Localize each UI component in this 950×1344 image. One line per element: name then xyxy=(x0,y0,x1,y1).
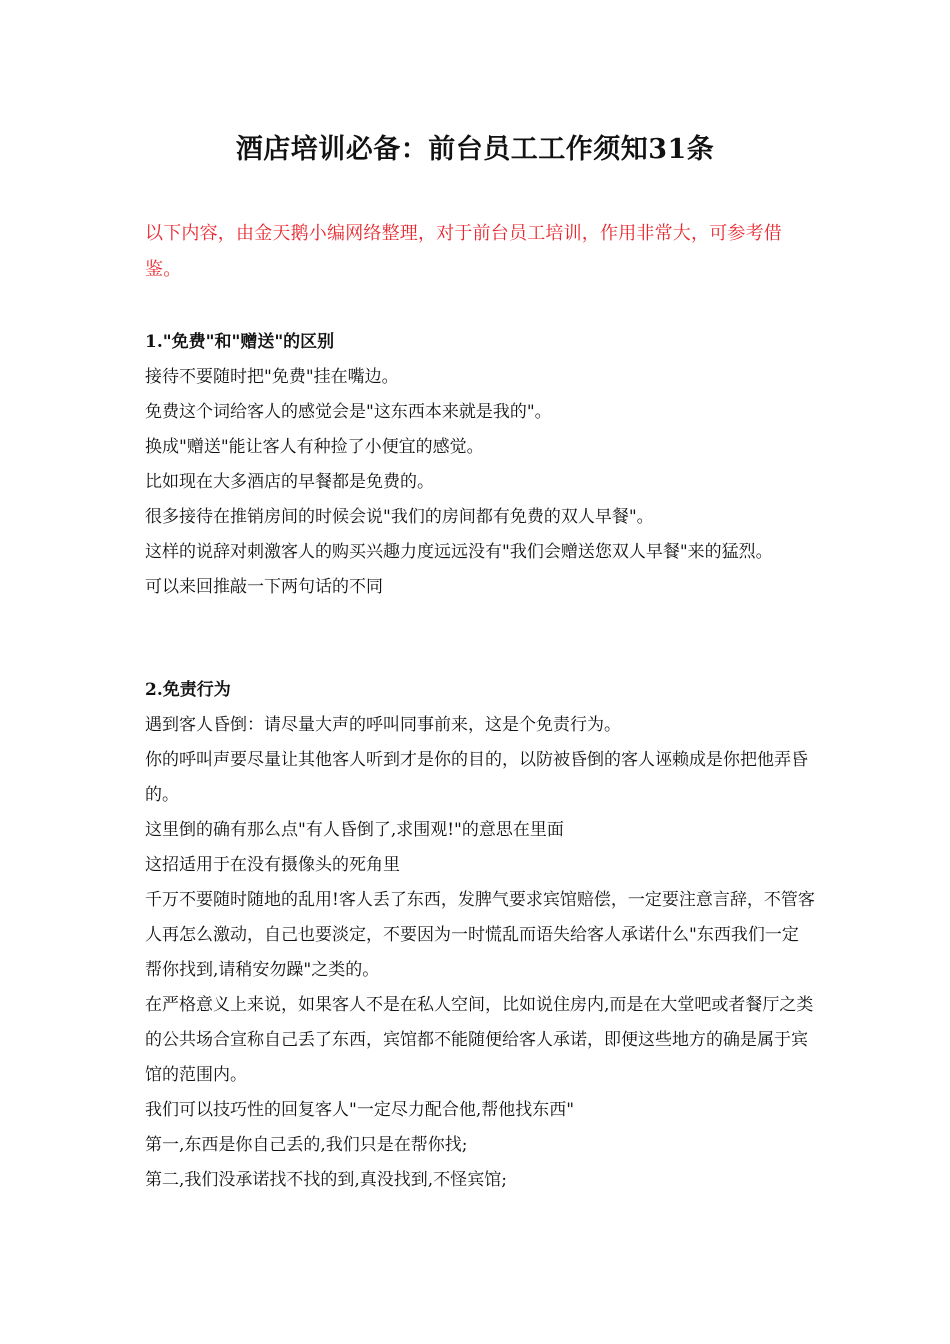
paragraph-line: 免费这个词给客人的感觉会是"这东西本来就是我的"。 xyxy=(145,402,552,422)
section-heading: 2.免责行为 xyxy=(145,680,231,700)
paragraph-line: 在严格意义上来说，如果客人不是在私人空间，比如说住房内,而是在大堂吧或者餐厅之类的公共场合宣称自己丢了东西，宾馆都不能随便给客人承诺，即便这些地方的确是属于宾馆的范围内。 xyxy=(145,995,814,1085)
paragraph-line: 可以来回推敲一下两句话的不同 xyxy=(145,577,383,597)
section-2 xyxy=(145,673,815,1198)
paragraph-line: 千万不要随时随地的乱用!客人丢了东西，发脾气要求宾馆赔偿，一定要注意言辞，不管客人再怎么激动，自己也要淡定，不要因为一时慌乱而语失给客人承诺什么"东西我们一定帮你找到,请稍安勿躁"之类的。 xyxy=(145,890,815,980)
paragraph-line: 这招适用于在没有摄像头的死角里 xyxy=(145,855,400,875)
intro-paragraph: 以下内容，由金天鹅小编网络整理，对于前台员工培训，作用非常大，可参考借鉴。 xyxy=(145,223,782,280)
paragraph-line: 比如现在大多酒店的早餐都是免费的。 xyxy=(145,472,434,492)
document-title: 酒店培训必备：前台员工工作须知31条 xyxy=(235,134,715,165)
paragraph-line: 你的呼叫声要尽量让其他客人听到才是你的目的，以防被昏倒的客人诬赖成是你把他弄昏的。 xyxy=(145,750,808,805)
paragraph-line: 我们可以技巧性的回复客人"一定尽力配合他,帮他找东西" xyxy=(145,1100,575,1120)
paragraph-line: 换成"赠送"能让客人有种捡了小便宜的感觉。 xyxy=(145,437,484,457)
paragraph-line: 第一,东西是你自己丢的,我们只是在帮你找; xyxy=(145,1135,468,1155)
paragraph-line: 很多接待在推销房间的时候会说"我们的房间都有免费的双人早餐"。 xyxy=(145,507,654,527)
paragraph-line: 第二,我们没承诺找不找的到,真没找到,不怪宾馆; xyxy=(145,1170,507,1190)
paragraph-line: 这里倒的确有那么点"有人昏倒了,求围观!"的意思在里面 xyxy=(145,820,564,840)
section-heading: 1."免费"和"赠送"的区别 xyxy=(145,332,335,352)
paragraph-line: 接待不要随时把"免费"挂在嘴边。 xyxy=(145,367,399,387)
section-1 xyxy=(145,325,815,605)
paragraph-line: 遇到客人昏倒：请尽量大声的呼叫同事前来，这是个免责行为。 xyxy=(145,715,621,735)
paragraph-line: 这样的说辞对刺激客人的购买兴趣力度远远没有"我们会赠送您双人早餐"来的猛烈。 xyxy=(145,542,773,562)
